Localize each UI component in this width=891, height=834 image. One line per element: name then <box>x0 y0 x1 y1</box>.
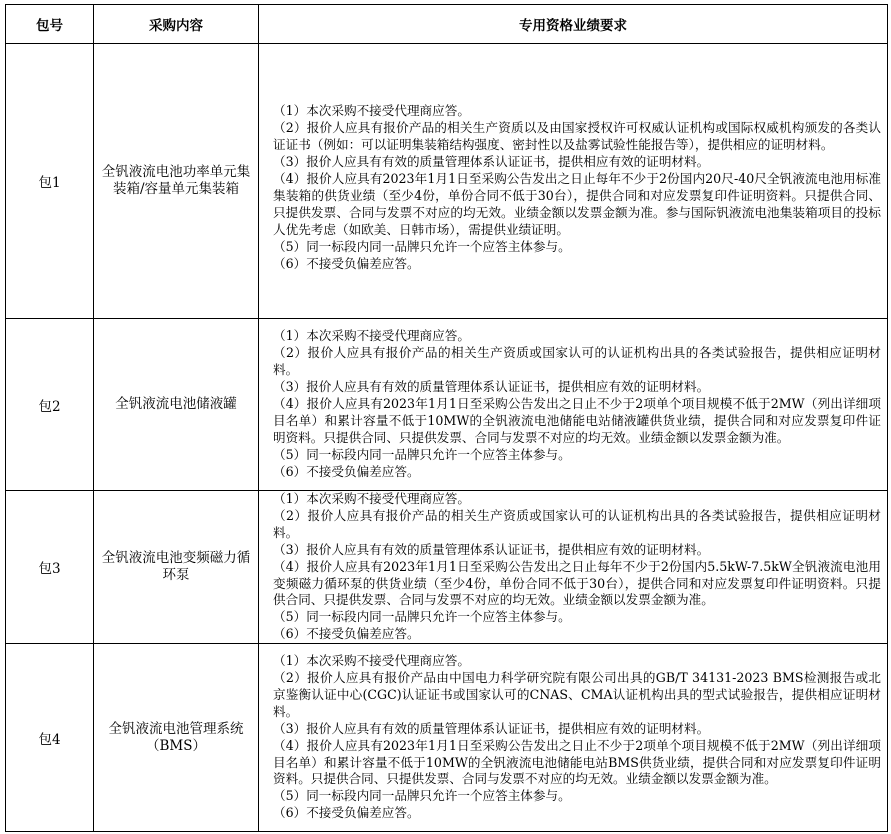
requirement-item: （1）本次采购不接受代理商应答。 <box>273 653 470 669</box>
table-row <box>6 644 888 832</box>
header-package: 包号 <box>6 5 94 44</box>
requirement-item: （1）本次采购不接受代理商应答。 <box>273 103 470 119</box>
requirement-item: （2）报价人应具有报价产品的相关生产资质或国家认可的认证机构出具的各类试验报告，提供相应证明材料。 <box>273 507 881 540</box>
package-cell: 包4 <box>6 644 94 832</box>
requirements-cell <box>259 319 888 491</box>
requirement-item: （4）报价人应具有2023年1月1日至采购公告发出之日止不少于2项单个项目规模不低于2MW（列出详细项目名单）和累计容量不低于10MW的全钒液流电池储能电站BMS供货业绩，提供合同和对应发票复印件证明资料。只提供合同、只提供发票、合同与发票不对应的均无效。业绩金额以发票金额为准。 <box>273 737 881 787</box>
package-cell: 包1 <box>6 44 94 319</box>
table-row <box>6 44 888 319</box>
requirements-cell <box>259 491 888 644</box>
content-cell: 全钒液流电池功率单元集装箱/容量单元集装箱 <box>94 44 259 319</box>
package-cell: 包2 <box>6 319 94 491</box>
requirement-item: （5）同一标段内同一品牌只允许一个应答主体参与。 <box>273 788 571 804</box>
requirement-item: （4）报价人应具有2023年1月1日至采购公告发出之日止每年不少于2份国内5.5kW-7.5kW全钒液流电池用变频磁力循环泵的供货业绩（至少4份，单份合同不低于30台），提供合同和对应发票复印件证明资料。只提供合同、只提供发票、合同与发票不对应的均无效。业绩金额以发票金额为准。 <box>273 558 881 608</box>
requirements-cell <box>259 44 888 319</box>
requirement-item: （5）同一标段内同一品牌只允许一个应答主体参与。 <box>273 446 571 462</box>
requirement-item: （1）本次采购不接受代理商应答。 <box>273 328 470 344</box>
content-cell: 全钒液流电池变频磁力循环泵 <box>94 491 259 644</box>
requirement-item: （3）报价人应具有有效的质量管理体系认证证书，提供相应有效的证明材料。 <box>273 154 710 170</box>
requirement-item: （6）不接受负偏差应答。 <box>273 626 420 642</box>
requirement-item: （4）报价人应具有2023年1月1日至采购公告发出之日止不少于2项单个项目规模不低于2MW（列出详细项目名单）和累计容量不低于10MW的全钒液流电池储能电站储液罐供货业绩，提供合同和对应发票复印件证明资料。只提供合同、只提供发票、合同与发票不对应的均无效。业绩金额以发票金额为准。 <box>273 396 881 445</box>
table-row <box>6 319 888 491</box>
requirement-item: （2）报价人应具有报价产品的相关生产资质以及由国家授权许可权威认证机构或国际权威机构颁发的各类认证证书（例如：可以证明集装箱结构强度、密封性以及盐雾试验性能报告等），提供相应的证明材料。 <box>273 120 881 153</box>
header-row <box>6 5 888 44</box>
requirement-item: （5）同一标段内同一品牌只允许一个应答主体参与。 <box>273 238 571 254</box>
requirement-item: （5）同一标段内同一品牌只允许一个应答主体参与。 <box>273 609 571 625</box>
requirements-cell <box>259 644 888 832</box>
requirement-item: （3）报价人应具有有效的质量管理体系认证证书，提供相应有效的证明材料。 <box>273 379 710 395</box>
requirement-item: （6）不接受负偏差应答。 <box>273 463 420 479</box>
requirement-item: （4）报价人应具有2023年1月1日至采购公告发出之日止每年不少于2份国内20尺-40尺全钒液流电池用标准集装箱的供货业绩（至少4份，单份合同不低于30台），提供合同和对应发票复印件证明资料。只提供合同、只提供发票、合同与发票不对应的均无效。业绩金额以发票金额为准。参与国际钒液流电池集装箱项目的投标人优先考虑（如欧美、日韩市场），需提供业绩证明。 <box>273 171 881 237</box>
requirement-item: （6）不接受负偏差应答。 <box>273 255 420 271</box>
requirement-item: （3）报价人应具有有效的质量管理体系认证证书，提供相应有效的证明材料。 <box>273 541 710 557</box>
header-content: 采购内容 <box>94 5 259 44</box>
package-cell: 包3 <box>6 491 94 644</box>
header-requirements: 专用资格业绩要求 <box>259 5 888 44</box>
content-cell: 全钒液流电池管理系统（BMS） <box>94 644 259 832</box>
requirement-item: （2）报价人应具有报价产品的相关生产资质或国家认可的认证机构出具的各类试验报告，提供相应证明材料。 <box>273 345 881 378</box>
requirement-item: （6）不接受负偏差应答。 <box>273 805 420 821</box>
content-cell: 全钒液流电池储液罐 <box>94 319 259 491</box>
requirement-item: （2）报价人应具有报价产品由中国电力科学研究院有限公司出具的GB/T 34131-2023 BMS检测报告或北京鉴衡认证中心(CGC)认证证书或国家认可的CNAS、CMA认证机构出具的型式试验报告，提供相应证明材料。 <box>273 670 881 719</box>
requirement-item: （3）报价人应具有有效的质量管理体系认证证书，提供相应有效的证明材料。 <box>273 720 710 736</box>
table-row <box>6 491 888 644</box>
requirement-item: （1）本次采购不接受代理商应答。 <box>273 491 470 506</box>
qualification-table <box>5 4 888 832</box>
